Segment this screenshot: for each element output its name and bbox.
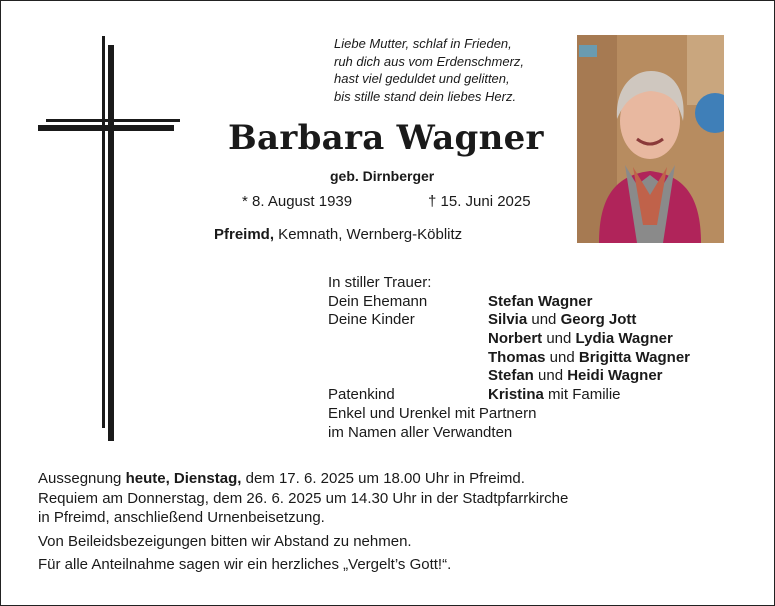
deceased-name: Barbara Wagner xyxy=(228,118,544,158)
grandchildren-line: Enkel und Urenkel mit Partnern xyxy=(328,404,537,422)
spouse-name: Stefan Wagner xyxy=(488,292,593,310)
child-entry: Silvia und Georg Jott xyxy=(488,311,637,329)
relatives-line: im Namen aller Verwandten xyxy=(328,423,513,441)
burial-line: in Pfreimd, anschließend Urnenbeisetzung. xyxy=(38,509,325,526)
maiden-name: geb. Dirnberger xyxy=(330,168,435,184)
poem-line: Liebe Mutter, schlaf in Frieden, xyxy=(334,36,512,51)
death-date: † 15. Juni 2025 xyxy=(428,193,531,210)
announcements xyxy=(38,469,568,575)
thanks-line: Für alle Anteilnahme sagen wir ein herzliches „Vergelt’s Gott!“. xyxy=(38,556,452,573)
places xyxy=(214,226,462,243)
condolence-line: Von Beileidsbezeigungen bitten wir Abstand zu nehmen. xyxy=(38,532,412,550)
poem xyxy=(334,35,524,105)
spouse-label: Dein Ehemann xyxy=(328,292,428,310)
poem-line: ruh dich aus vom Erdenschmerz, xyxy=(334,53,525,69)
child-entry: Stefan und Heidi Wagner xyxy=(488,367,663,385)
portrait-photo xyxy=(577,35,724,243)
children-label: Deine Kinder xyxy=(328,311,415,329)
place-main: Pfreimd, xyxy=(214,226,275,243)
poem-line: hast viel geduldet und gelitten, xyxy=(334,71,510,86)
birth-date: * 8. August 1939 xyxy=(242,193,353,210)
godchild-entry: Kristina mit Familie xyxy=(488,386,621,404)
godchild-label: Patenkind xyxy=(328,386,395,404)
poem-line: bis stille stand dein liebes Herz. xyxy=(334,88,517,104)
blessing-line: Aussegnung heute, Dienstag, dem 17. 6. 2025 um 18.00 Uhr in Pfreimd. xyxy=(38,470,525,487)
place-others: Kemnath, Wernberg-Köblitz xyxy=(274,226,463,243)
child-entry: Norbert und Lydia Wagner xyxy=(488,330,673,348)
mourners-intro: In stiller Trauer: xyxy=(328,274,432,291)
child-entry: Thomas und Brigitta Wagner xyxy=(488,348,691,366)
requiem-line: Requiem am Donnerstag, dem 26. 6. 2025 um 14.30 Uhr in der Stadtpfarrkirche xyxy=(38,489,569,507)
